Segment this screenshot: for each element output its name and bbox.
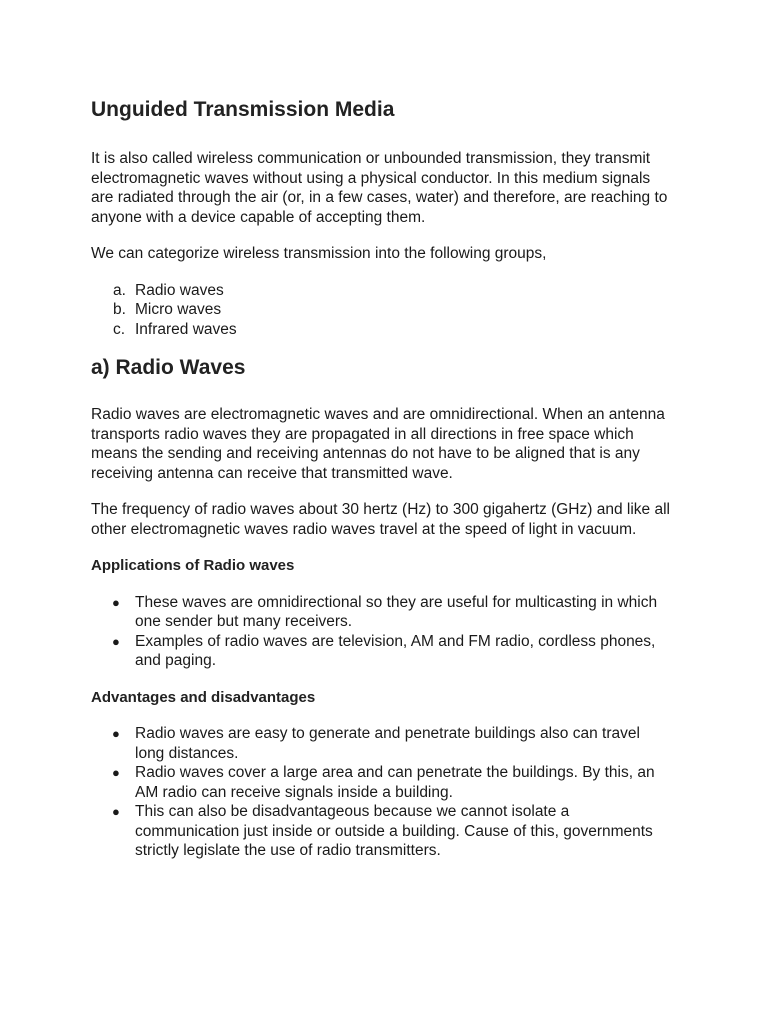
list-item: [91, 763, 672, 802]
frequency-paragraph: The frequency of radio waves about 30 hertz (Hz) to 300 gigahertz (GHz) and like all other electromagnetic waves radio waves travel at the speed of light in vacuum.: [91, 501, 670, 538]
list-marker: c.: [113, 320, 126, 338]
list-item: [91, 320, 672, 340]
list-item: [91, 281, 672, 301]
list-item-label: Infrared waves: [135, 320, 237, 338]
radio-paragraph: Radio waves are electromagnetic waves and are omnidirectional. When an antenna transports radio waves they are propagated in all directions in free space which means the sending and receiving antennas do not have to be aligned that is any receiving antenna can receive that transmitted wave.: [91, 406, 665, 482]
list-item: [91, 300, 672, 320]
list-item: [91, 632, 672, 671]
groups-list: [91, 281, 672, 340]
intro-paragraph: It is also called wireless communication or unbounded transmission, they transmit electromagnetic waves without using a physical conductor. In this medium signals are radiated through the air (or, in a few cases, water) and therefore, are reaching to anyone with a device capable of accepting them.: [91, 150, 668, 226]
categorize-paragraph: We can categorize wireless transmission into the following groups,: [91, 245, 547, 262]
list-item-text: This can also be disadvantageous because we cannot isolate a communication just inside or outside a building. Cause of this, governments strictly legislate the use of radio transmitters.: [135, 803, 653, 859]
applications-heading: Applications of Radio waves: [91, 557, 295, 574]
bullet-icon: ●: [112, 765, 120, 780]
radio-waves-heading: a) Radio Waves: [91, 356, 246, 379]
list-item-text: Radio waves are easy to generate and penetrate buildings also can travel long distances.: [135, 725, 640, 762]
list-item-label: Micro waves: [135, 301, 222, 318]
list-marker: a.: [113, 281, 126, 299]
list-item: [91, 802, 672, 861]
bullet-icon: ●: [112, 726, 120, 741]
applications-list: [91, 593, 672, 671]
bullet-icon: ●: [112, 804, 120, 819]
list-marker: b.: [113, 301, 126, 318]
advantages-list: [91, 724, 672, 861]
bullet-icon: ●: [112, 633, 120, 649]
advantages-heading: Advantages and disadvantages: [91, 688, 316, 706]
list-item-text: Radio waves cover a large area and can penetrate the buildings. By this, an AM radio can receive signals inside a building.: [135, 764, 655, 801]
list-item: [91, 593, 672, 632]
list-item-text: Examples of radio waves are television, AM and FM radio, cordless phones, and paging.: [135, 632, 656, 669]
list-item: [91, 724, 672, 763]
list-item-label: Radio waves: [135, 281, 224, 299]
list-item-text: These waves are omnidirectional so they are useful for multicasting in which one sender but many receivers.: [135, 593, 658, 630]
bullet-icon: ●: [112, 594, 120, 610]
page-title: Unguided Transmission Media: [91, 98, 395, 121]
